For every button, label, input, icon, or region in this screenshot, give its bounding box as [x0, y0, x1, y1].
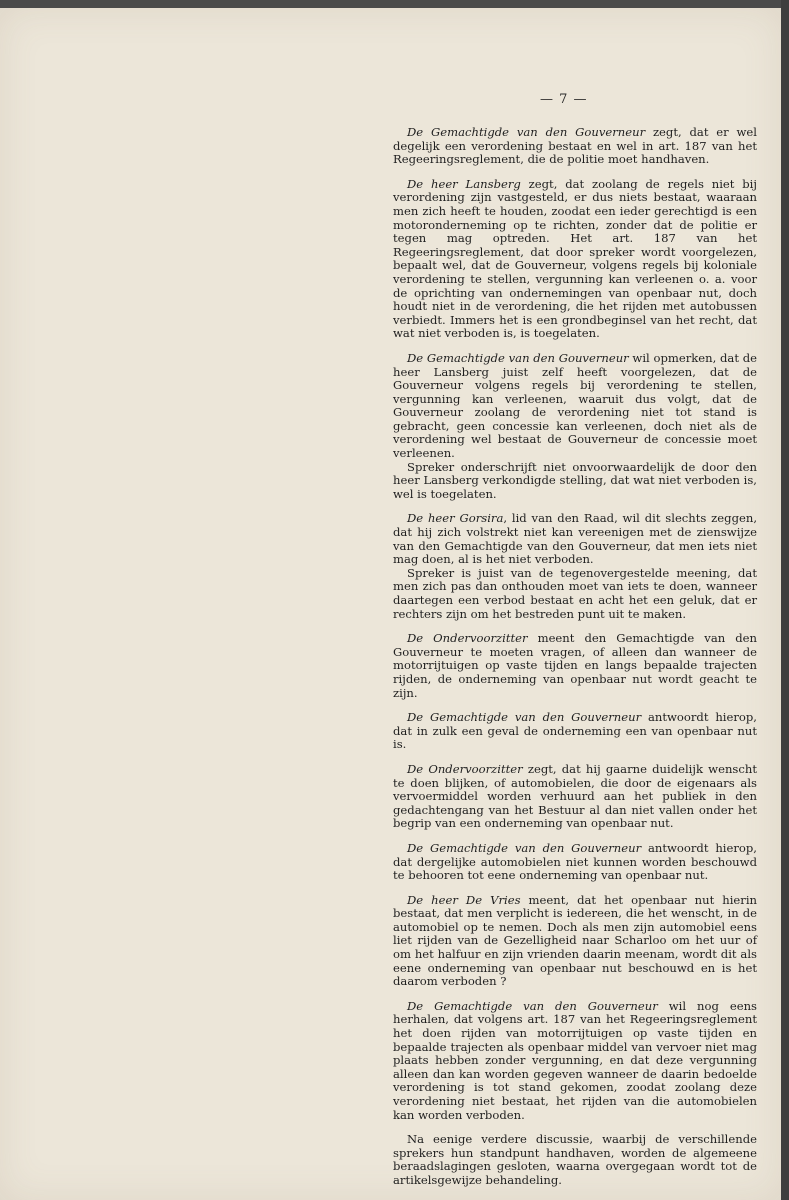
paragraph-4	[393, 461, 757, 502]
document-body	[393, 126, 757, 1199]
paragraph-6	[393, 567, 757, 621]
paragraph-11	[393, 894, 757, 989]
scan-border	[781, 0, 789, 1200]
paragraph-1	[393, 126, 757, 167]
paragraph-text: Spreker onderschrijft niet onvoorwaardelijk de door den heer Lansberg verkondigde stelling, dat wat niet verboden is, wel is toegelaten.	[393, 459, 757, 501]
paragraph-text: meent den Gemachtigde van den Gouverneur te moeten vragen, of alleen dan wanneer de motorrijtuigen op vaste tijden en langs bepaalde trajecten rijden, de onderneming van openbaar nut wordt geacht te zijn.	[393, 631, 757, 700]
speaker-name: De heer De Vries	[407, 892, 521, 907]
paragraph-text: meent, dat het openbaar nut hierin bestaat, dat men verplicht is iedereen, die het wenscht, in de automobiel op te nemen. Doch als men zijn automobiel eens liet rijden van de Gezelligheid naar Scharloo om het uur of om het halfuur en zijn vrienden daarin meenam, wordt dit als eene onderneming van openbaar nut beschouwd en is het daarom verboden ?	[393, 892, 757, 989]
paragraph-12	[393, 1000, 757, 1122]
paragraph-text: antwoordt hierop, dat dergelijke automobielen niet kunnen worden beschouwd te behooren tot eene onderneming van openbaar nut.	[393, 840, 757, 883]
paragraph-5	[393, 512, 757, 566]
paragraph-13	[393, 1133, 757, 1187]
speaker-name: De heer Lansberg	[407, 176, 521, 191]
document-page	[0, 8, 781, 1200]
speaker-name: De Gemachtigde van den Gouverneur	[407, 125, 646, 139]
speaker-name: De Gemachtigde van den Gouverneur	[407, 998, 658, 1013]
paragraph-text: wil opmerken, dat de heer Lansberg juist zelf heeft voorgelezen, dat de Gouverneur volgens regels bij verordening te stellen, vergunning kan verleenen, waaruit dus volgt, dat de Gouverneur zoolang de verordening niet tot stand is gebracht, geen concessie kan verleenen, doch niet als de verordening wel bestaat de Gouverneur de concessie moet verleenen.	[393, 350, 757, 461]
paragraph-3	[393, 352, 757, 461]
paragraph-9	[393, 763, 757, 831]
paragraph-8	[393, 711, 757, 752]
paragraph-text: wil nog eens herhalen, dat volgens art. 187 van het Regeeringsreglement het doen rijden van motorrijtuigen op vaste tijden en bepaalde trajecten als openbaar middel van vervoer niet mag plaats hebben zonder vergunning, en dat deze vergunning alleen dan kan worden gegeven wanneer de daarin bedoelde verordening is tot stand gekomen, zoodat zoolang deze verordening niet bestaat, het rijden van die automobielen kan worden verboden.	[393, 998, 758, 1122]
paragraph-text: zegt, dat zoolang de regels niet bij verordening zijn vastgesteld, er dus niets bestaat, waaraan men zich heeft te houden, zoodat een ieder gerechtigd is een motoronderneming op te richten, zonder dat de politie er tegen mag optreden. Het art. 187 van het Regeeringsreglement, dat door spreker wordt voorgelezen, bepaalt wel, dat de Gouverneur, volgens regels bij koloniale verordening te stellen, vergunning kan verleenen o. a. voor de oprichting van ondernemingen van openbaar nut, doch houdt niet in de verordening, die het rijden met autobussen verbiedt. Immers het is een grondbeginsel van het recht, dat wat niet verboden is, is toegelaten.	[393, 176, 757, 341]
paragraph-7	[393, 632, 757, 700]
speaker-name: De Gemachtigde van den Gouverneur	[407, 710, 642, 725]
paragraph-text: zegt, dat hij gaarne duidelijk wenscht te doen blijken, of automobielen, die door de eigenaars als vervoermiddel worden verhuurd aan het publiek in den gedachtengang van het Bestuur al dan niet vallen onder het begrip van een onderneming van openbaar nut.	[393, 761, 757, 831]
paragraph-text: Na eenige verdere discussie, waarbij de verschillende sprekers hun standpunt handhaven, worden de algemeene beraadslagingen gesloten, waarna overgegaan wordt tot de artikelsgewijze behandeling.	[393, 1132, 757, 1187]
paragraph-text: Spreker is juist van de tegenovergestelde meening, dat men zich pas dan onthouden moet van iets te doen, wanneer daartegen een verbod bestaat en acht het een geluk, dat er rechters zijn om het bestreden punt uit te maken.	[393, 565, 757, 621]
speaker-name: De Gemachtigde van den Gouverneur	[407, 350, 629, 365]
speaker-name: De heer Gorsira	[407, 511, 504, 526]
speaker-name: De Ondervoorzitter	[407, 631, 528, 646]
speaker-name: De Gemachtigde van den Gouverneur	[407, 840, 642, 855]
paragraph-10	[393, 842, 757, 883]
paragraph-2	[393, 178, 757, 341]
paragraph-text: zegt, dat er wel degelijk een verordening bestaat en wel in art. 187 van het Regeeringsreglement, die de politie moet handhaven.	[393, 125, 757, 167]
paragraph-text: antwoordt hierop, dat in zulk een geval de onderneming een van openbaar nut is.	[393, 710, 757, 752]
speaker-name: De Ondervoorzitter	[407, 761, 523, 776]
paragraph-text: , lid van den Raad, wil dit slechts zeggen, dat hij zich volstrekt niet kan vereenigen met de zienswijze van den Gemachtigde van den Gouverneur, dat men iets niet mag doen, al is het niet verboden.	[393, 511, 758, 567]
page-number: — 7 —	[540, 92, 588, 107]
